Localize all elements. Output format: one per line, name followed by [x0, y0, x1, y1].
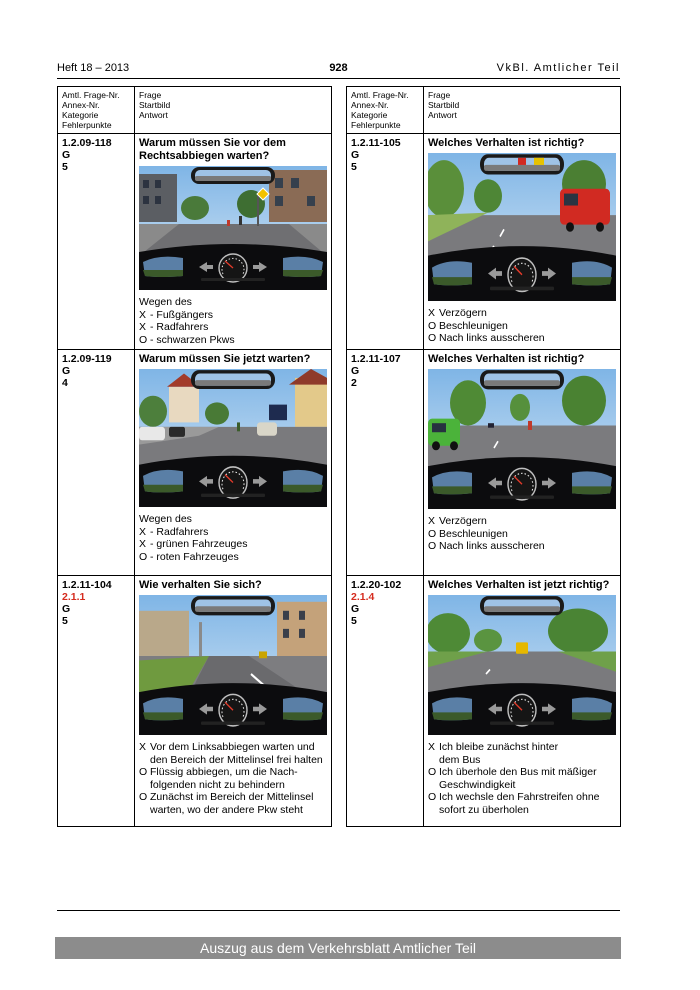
answer-list: [428, 307, 616, 345]
question-content: [135, 134, 332, 350]
answer-option: O Nach links ausscheren: [428, 332, 545, 344]
answer-mark: X: [139, 538, 147, 550]
question-points: 5: [351, 161, 357, 173]
question-text: Warum müssen Sie jetzt warten?: [139, 353, 311, 365]
answer-intro: Wegen des: [139, 513, 192, 525]
question-category: G: [62, 603, 71, 615]
answer-mark: X: [139, 741, 147, 753]
question-meta: [347, 350, 424, 576]
answer-list: [139, 296, 327, 346]
answer-mark: O: [139, 791, 148, 803]
answer-list: [139, 741, 327, 816]
answer-option: O Beschleunigen: [428, 319, 508, 332]
question-number: 1.2.11-104: [62, 579, 112, 591]
answer-option: X - Radfahrers: [139, 525, 209, 538]
question-number: 1.2.11-105: [351, 137, 401, 149]
question-row: [347, 576, 621, 827]
answer-mark: X: [139, 525, 147, 538]
question-text: Wie verhalten Sie sich?: [139, 579, 262, 591]
question-text: Welches Verhalten ist richtig?: [428, 137, 585, 149]
question-table-left: [57, 86, 332, 827]
question-content: [424, 576, 621, 827]
start-image-street-cyclist: [139, 369, 327, 507]
question-category: G: [351, 603, 360, 615]
question-category: G: [62, 149, 71, 161]
answer-option: X Verzögern: [428, 307, 487, 319]
answer-option: O - roten Fahrzeuges: [139, 550, 239, 563]
answer-option: X Verzögern: [428, 515, 487, 527]
question-number: 1.2.20-102: [351, 579, 402, 591]
answer-mark: X: [428, 307, 436, 319]
answer-option: X - grünen Fahrzeuges: [139, 538, 248, 550]
answer-list: [428, 515, 616, 553]
question-meta: [347, 576, 424, 827]
column-header-question: Frage Startbild Antwort: [424, 87, 621, 134]
question-content: [135, 350, 332, 576]
answer-mark: O: [428, 766, 437, 778]
footer-bar: Auszug aus dem Verkehrsblatt Amtlicher Teil: [55, 937, 621, 959]
question-points: 2: [351, 377, 357, 389]
question-content: [424, 350, 621, 576]
question-points: 5: [62, 161, 68, 173]
start-image-intersection-right-turn: [139, 166, 327, 290]
answer-mark: O: [139, 550, 148, 563]
answer-mark: O: [139, 333, 148, 346]
column-header-meta: Amtl. Frage-Nr. Annex-Nr. Kategorie Fehlerpunkte: [58, 87, 135, 134]
answer-mark: O: [428, 791, 437, 803]
question-meta: [58, 350, 135, 576]
answer-mark: X: [139, 321, 147, 333]
question-meta: [58, 134, 135, 350]
answer-option: O Zunächst im Bereich der Mittelinsel warten, wo der andere Pkw steht: [139, 791, 314, 816]
answer-mark: X: [428, 515, 436, 527]
question-number: 1.2.09-119: [62, 353, 112, 365]
start-image-bus-ahead: [428, 595, 616, 735]
answer-option: O Ich überhole den Bus mit mäßiger Geschwindigkeit: [428, 766, 597, 791]
answer-list: [139, 513, 327, 563]
answer-intro: Wegen des: [139, 296, 192, 308]
question-points: 5: [351, 615, 357, 627]
question-category: G: [351, 149, 360, 161]
answer-option: X - Radfahrers: [139, 321, 209, 333]
question-number: 1.2.09-118: [62, 137, 112, 149]
answer-option: O Ich wechsle den Fahrstreifen ohne sofort zu überholen: [428, 791, 600, 816]
question-points: 5: [62, 615, 68, 627]
answer-option: O - schwarzen Pkws: [139, 333, 235, 346]
column-header-meta: Amtl. Frage-Nr. Annex-Nr. Kategorie Fehlerpunkte: [347, 87, 424, 134]
question-row: [347, 134, 621, 350]
column-header-row: [58, 87, 332, 134]
start-image-red-van: [428, 153, 616, 301]
question-content: [424, 134, 621, 350]
issue-label: Heft 18 – 2013: [57, 62, 130, 74]
answer-mark: X: [428, 741, 436, 753]
question-row: [58, 134, 332, 350]
answer-option: O Flüssig abbiegen, um die Nach- folgenden nicht zu behindern: [139, 766, 298, 791]
answer-mark: O: [428, 527, 437, 540]
answer-option: X - Fußgängers: [139, 308, 214, 321]
page-number: 928: [329, 62, 348, 74]
answer-mark: O: [428, 332, 437, 344]
answer-mark: O: [139, 766, 148, 778]
question-meta: [347, 134, 424, 350]
publication-title: VkBl. Amtlicher Teil: [496, 62, 620, 74]
column-header-question: Frage Startbild Antwort: [135, 87, 332, 134]
answer-mark: O: [428, 540, 437, 552]
question-category: G: [62, 365, 71, 377]
question-row: [58, 576, 332, 827]
footer-rule: [57, 910, 620, 911]
question-text: Welches Verhalten ist jetzt richtig?: [428, 579, 610, 591]
answer-option: X Ich bleibe zunächst hinter dem Bus: [428, 741, 559, 766]
answer-mark: O: [428, 319, 437, 332]
question-number: 1.2.11-107: [351, 353, 401, 365]
answer-list: [428, 741, 616, 816]
start-image-left-turn-median: [139, 595, 327, 735]
annex-number: 2.1.4: [351, 591, 375, 603]
question-row: [58, 350, 332, 576]
header-rule: [57, 78, 620, 79]
question-points: 4: [62, 377, 68, 389]
question-table-right: [346, 86, 621, 827]
answer-mark: X: [139, 308, 147, 321]
column-header-row: [347, 87, 621, 134]
question-meta: [58, 576, 135, 827]
answer-option: O Beschleunigen: [428, 527, 508, 540]
question-text: Warum müssen Sie vor dem Rechtsabbiegen warten?: [139, 137, 286, 162]
answer-option: X Vor dem Linksabbiegen warten und den Bereich der Mittelinsel frei halten: [139, 741, 323, 766]
start-image-green-car-oncoming: [428, 369, 616, 509]
annex-number: 2.1.1: [62, 591, 86, 603]
question-content: [135, 576, 332, 827]
running-head: [57, 62, 620, 78]
question-text: Welches Verhalten ist richtig?: [428, 353, 585, 365]
question-category: G: [351, 365, 360, 377]
question-row: [347, 350, 621, 576]
answer-option: O Nach links ausscheren: [428, 540, 545, 552]
